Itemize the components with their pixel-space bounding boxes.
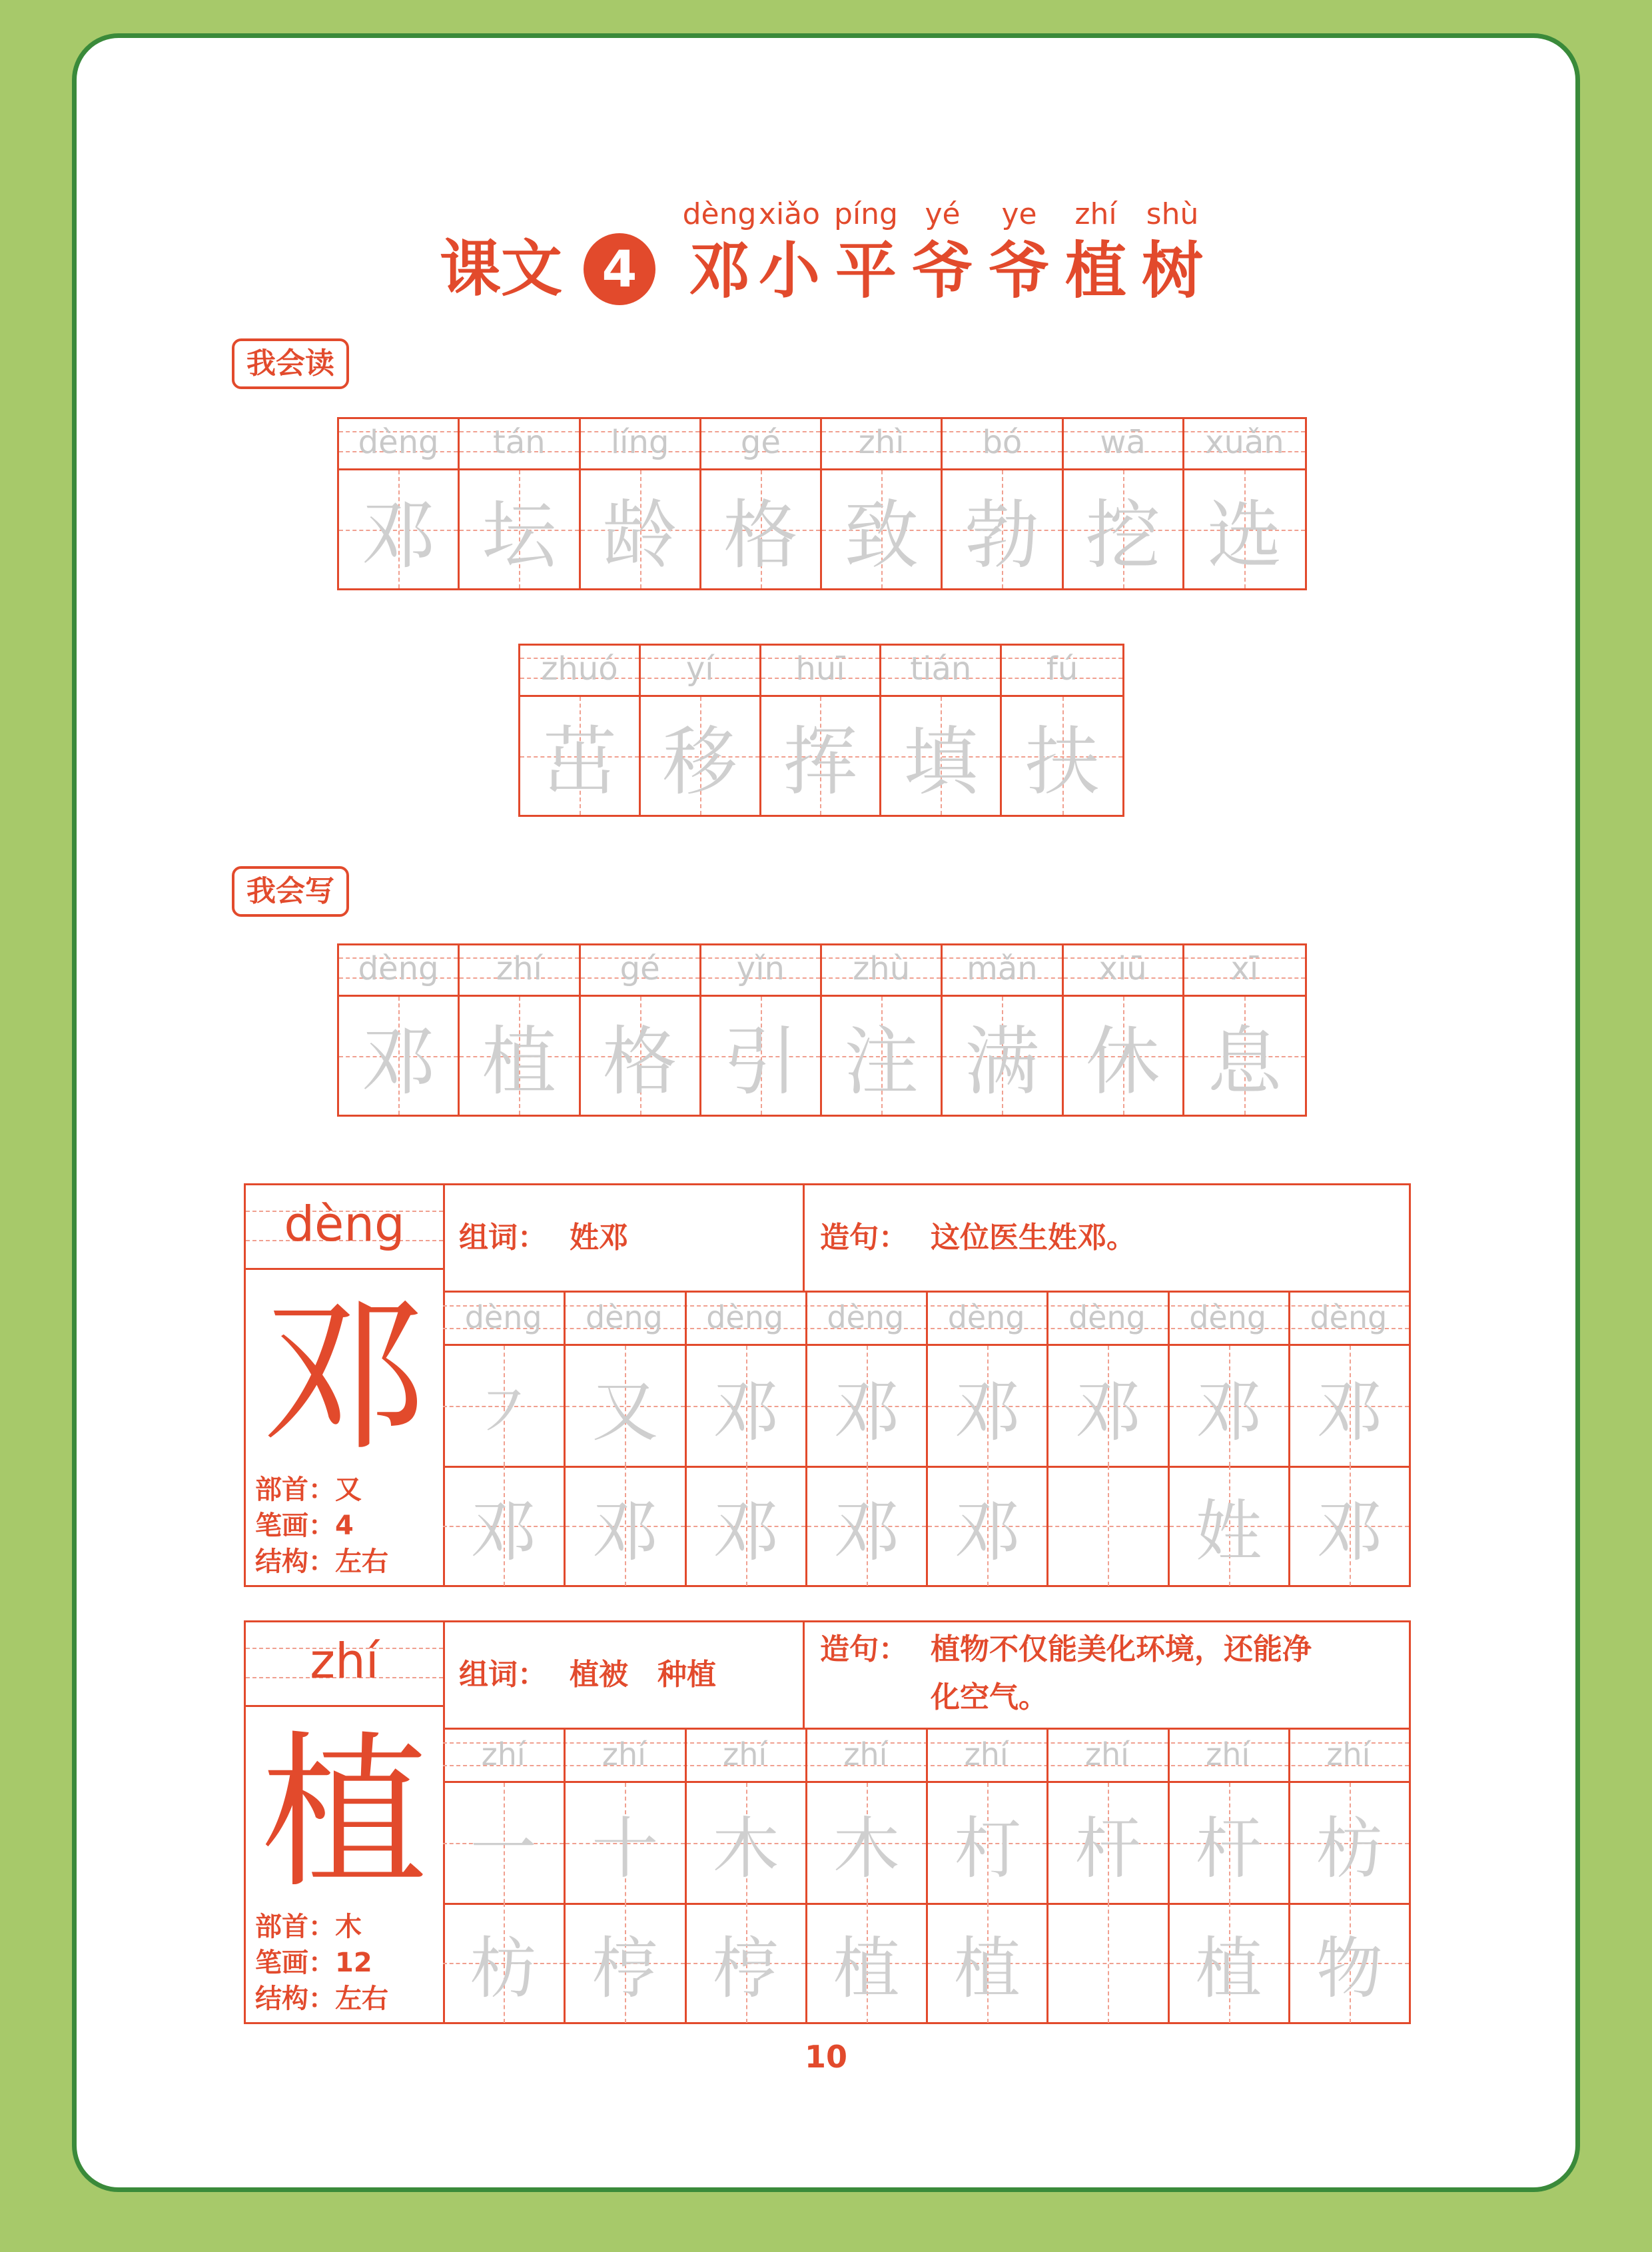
practice-character: 邓 [954,1373,1021,1450]
character-card-zhi [244,1620,1411,2024]
title-character: 树 [1141,235,1204,306]
title-character: 小 [758,235,821,306]
cell-pinyin: zhì [858,424,905,461]
practice-cell [1168,1346,1288,1466]
cell-pinyin: yí [685,650,714,688]
practice-cell [805,1466,926,1586]
cell-pinyin: gé [740,424,781,461]
words-label: 组词： [459,1221,547,1255]
sentence-value-line1: 植物不仅能美化环境，还能净 [931,1632,1312,1666]
practice-cell [443,1783,564,1903]
practice-cell [1288,1466,1409,1586]
practice-character: 邓 [1195,1373,1262,1450]
cell-character: 格 [723,492,798,579]
cell-pinyin: fú [1046,650,1078,688]
grid-cell [822,945,943,1115]
big-character: 邓 [261,1279,428,1473]
grid-cell [460,945,580,1115]
practice-character: 十 [592,1810,659,1888]
grid-cell [641,646,761,815]
cell-pinyin: gé [620,950,660,987]
character-card-left [246,1622,445,2022]
cell-pinyin: xiū [1098,950,1147,987]
cell-character: 龄 [602,492,677,579]
practice-character: 又 [592,1373,659,1450]
practice-character: 邓 [833,1373,900,1450]
cell-character: 邓 [361,492,436,579]
practice-cell [443,1346,564,1466]
cell-character: 植 [482,1019,557,1105]
practice-cell [1046,1783,1167,1903]
practice-row [443,1346,1409,1468]
cell-pinyin: dèng [358,950,439,987]
cell-character: 致 [844,492,919,579]
practice-cell [564,1903,684,2023]
cell-pinyin: xuǎn [1205,424,1284,461]
title-pinyin: shù [1146,197,1199,231]
practice-pinyin: zhí [481,1736,526,1772]
practice-cell [443,1903,564,2023]
practice-character: 邓 [470,1492,537,1570]
practice-cell [926,1783,1046,1903]
practice-pinyin: dèng [706,1299,784,1335]
grid-cell [339,945,460,1115]
cell-character: 移 [662,719,737,806]
practice-character: 梈 [592,1930,659,2007]
cell-pinyin: tián [910,650,972,688]
grid-cell [822,419,943,588]
title-character: 爷 [988,235,1050,306]
grid-cell [943,945,1063,1115]
page-number: 10 [804,2039,847,2075]
practice-cell [1046,1903,1167,2023]
practice-cell [805,1903,926,2023]
practice-cell [805,1346,926,1466]
practice-pinyin: dèng [585,1299,663,1335]
practice-character: 邓 [712,1373,779,1450]
grid-cell [701,419,822,588]
practice-character: 邓 [1316,1492,1383,1570]
practice-pinyin: zhí [1206,1736,1250,1772]
title-character: 邓 [688,235,751,306]
big-pinyin: zhí [310,1633,379,1689]
cell-pinyin: zhuó [541,650,618,688]
practice-character: 邓 [833,1492,900,1570]
grid-cell [460,419,580,588]
practice-pinyin: dèng [1068,1299,1146,1335]
cell-character: 注 [844,1019,919,1105]
title-character: 植 [1064,235,1127,306]
radical-info: 部首：木 [255,1912,362,1942]
practice-pinyin-row [443,1728,1409,1783]
grid-cell [1064,945,1184,1115]
title-pinyin: dèng [682,197,757,231]
radical-info: 部首：又 [255,1474,362,1505]
read-section-tag: 我会读 [232,338,349,389]
practice-pinyin: zhí [723,1736,767,1772]
cell-character: 坛 [482,492,557,579]
cell-character: 格 [602,1019,677,1105]
stroke-count-info: 笔画：12 [255,1948,372,1978]
title-pinyin: yé [925,197,961,231]
practice-cell [685,1903,805,2023]
grid-cell [581,419,701,588]
practice-character: 木 [833,1810,900,1888]
cell-pinyin: dèng [358,424,439,461]
practice-cell [926,1466,1046,1586]
practice-cell [1288,1783,1409,1903]
title-character: 平 [835,235,897,306]
title-pinyin: ye [1001,197,1037,231]
practice-character: 邓 [592,1492,659,1570]
practice-character: 朾 [954,1810,1021,1888]
cell-pinyin: huī [795,650,845,688]
words-value: 植被 种植 [570,1658,716,1692]
practice-cell [1288,1903,1409,2023]
stroke-count-info: 笔画：4 [255,1510,354,1541]
grid-cell [581,945,701,1115]
practice-cell [1168,1466,1288,1586]
cell-pinyin: xī [1230,950,1259,987]
cell-pinyin: zhù [853,950,911,987]
practice-character: 枋 [470,1930,537,2007]
practice-character: ㇇ [470,1373,537,1450]
practice-character: 梈 [712,1930,779,2007]
practice-pinyin-row [443,1291,1409,1346]
practice-row [443,1466,1409,1586]
read-grid-row1 [337,417,1307,590]
practice-row [443,1783,1409,1905]
grid-cell [761,646,882,815]
cell-pinyin: yǐn [736,950,785,987]
practice-character [1048,1466,1167,1586]
sentence-label: 造句： [820,1632,908,1666]
structure-info: 结构：左右 [255,1983,388,2014]
practice-pinyin: zhí [964,1736,1009,1772]
cell-pinyin: mǎn [967,950,1038,987]
practice-character: 邓 [1074,1373,1142,1450]
character-card-deng [244,1183,1411,1587]
sentence-value-line2: 化空气。 [931,1680,1048,1714]
practice-cell [926,1346,1046,1466]
cell-character: 邓 [361,1019,436,1105]
sentence-label: 造句： [820,1221,908,1255]
grid-cell [1184,419,1305,588]
write-grid [337,943,1307,1117]
practice-character [1048,1903,1167,2023]
practice-pinyin: dèng [464,1299,542,1335]
practice-cell [564,1783,684,1903]
practice-pinyin: zhí [602,1736,646,1772]
practice-row [443,1903,1409,2023]
practice-pinyin: zhí [1084,1736,1129,1772]
practice-cell [685,1466,805,1586]
sentence-value: 这位医生姓邓。 [931,1221,1136,1255]
write-section-tag: 我会写 [232,866,349,917]
practice-character: 邓 [1316,1373,1383,1450]
cell-pinyin: tán [493,424,546,461]
grid-cell [1002,646,1122,815]
cell-pinyin: zhí [496,950,542,987]
character-card-left [246,1185,445,1585]
cell-pinyin: líng [610,424,669,461]
grid-cell [943,419,1063,588]
practice-cell [564,1346,684,1466]
practice-pinyin: dèng [1310,1299,1388,1335]
cell-pinyin: bó [982,424,1023,461]
big-character: 植 [261,1716,428,1910]
cell-character: 勃 [965,492,1040,579]
practice-cell [1288,1346,1409,1466]
practice-pinyin: zhí [1326,1736,1371,1772]
lesson-label: 课文 [440,233,563,304]
grid-cell [339,419,460,588]
practice-character: 物 [1316,1930,1383,2007]
cell-character: 引 [723,1019,798,1105]
cell-character: 息 [1207,1019,1282,1105]
cell-character: 休 [1085,1019,1160,1105]
card-header [443,1185,1409,1293]
title-pinyin: xiǎo [758,197,821,231]
grid-cell [881,646,1002,815]
cell-character: 满 [965,1019,1040,1105]
title-character: 爷 [911,235,974,306]
practice-cell [926,1903,1046,2023]
structure-info: 结构：左右 [255,1546,388,1577]
practice-character: 一 [470,1810,537,1888]
grid-cell [1184,945,1305,1115]
practice-cell [1046,1346,1167,1466]
practice-cell [685,1346,805,1466]
practice-character: 杆 [1195,1810,1262,1888]
lesson-number-badge: 4 [584,233,655,305]
practice-character: 枋 [1316,1810,1383,1888]
practice-character: 植 [1195,1930,1262,2007]
words-label: 组词： [459,1658,547,1692]
practice-cell [685,1783,805,1903]
practice-pinyin: zhí [843,1736,888,1772]
grid-cell [520,646,641,815]
practice-character: 姓 [1195,1492,1262,1570]
practice-cell [443,1466,564,1586]
practice-cell [1168,1783,1288,1903]
grid-cell [701,945,822,1115]
practice-cell [564,1466,684,1586]
cell-character: 填 [903,719,979,806]
cell-character: 选 [1207,492,1282,579]
practice-character: 植 [954,1930,1021,2007]
cell-character: 挖 [1085,492,1160,579]
practice-cell [805,1783,926,1903]
title-pinyin: píng [834,197,898,231]
practice-cell [1168,1903,1288,2023]
practice-pinyin: dèng [827,1299,905,1335]
cell-character: 挥 [783,719,858,806]
words-value: 姓邓 [570,1221,628,1255]
practice-character: 植 [833,1930,900,2007]
practice-cell [1046,1466,1167,1586]
practice-pinyin: dèng [947,1299,1025,1335]
cell-character: 扶 [1025,719,1100,806]
grid-cell [1064,419,1184,588]
cell-pinyin: wā [1100,424,1146,461]
practice-character: 邓 [712,1492,779,1570]
practice-character: 邓 [954,1492,1021,1570]
title-pinyin: zhí [1074,197,1117,231]
practice-character: 杆 [1074,1810,1142,1888]
read-grid-row2 [518,644,1124,817]
big-pinyin: dèng [284,1196,405,1252]
practice-pinyin: dèng [1189,1299,1267,1335]
practice-character: 木 [712,1810,779,1888]
cell-character: 茁 [542,719,617,806]
card-header [443,1622,1409,1730]
